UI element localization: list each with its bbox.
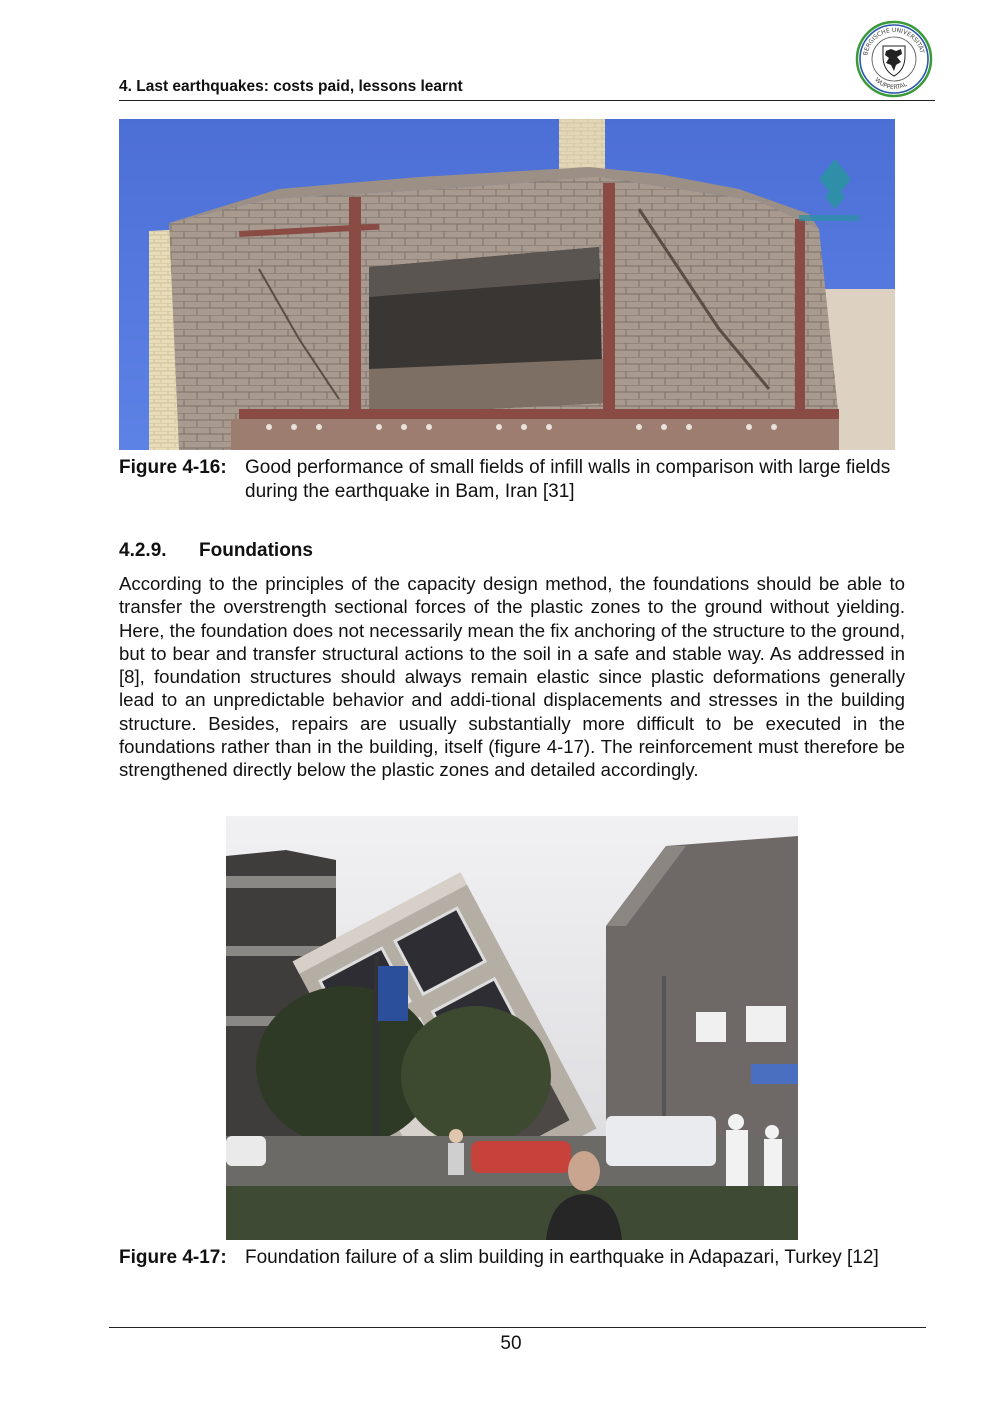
figure-4-16-image xyxy=(119,119,895,450)
figure-4-17-caption xyxy=(119,1246,904,1296)
figure-label: Figure 4-17: xyxy=(119,1247,227,1268)
svg-text:BERGISCHE UNIVERSITÄT: BERGISCHE UNIVERSITÄT xyxy=(862,26,926,57)
figure-4-17-image xyxy=(226,816,798,1240)
header-divider xyxy=(119,100,935,101)
svg-text:WUPPERTAL: WUPPERTAL xyxy=(873,76,909,92)
university-seal-icon xyxy=(855,20,933,98)
footer-divider xyxy=(109,1327,926,1328)
section-heading xyxy=(119,540,313,562)
figure-caption-text: Foundation failure of a slim building in earthquake in Adapazari, Turkey [12] xyxy=(245,1247,879,1268)
figure-caption-text: Good performance of small fields of infill walls in comparison with large fields during the earthquake in Bam, Iran [31] xyxy=(245,457,891,502)
running-header: 4. Last earthquakes: costs paid, lessons learnt xyxy=(119,78,463,95)
section-number: 4.2.9. xyxy=(119,540,167,561)
figure-4-16-caption xyxy=(119,456,904,506)
page-number: 50 xyxy=(500,1333,522,1354)
section-title: Foundations xyxy=(199,540,313,561)
body-paragraph: According to the principles of the capacity design method, the foundations should be able to transfer the overstrength sectional forces of the plastic zones to the ground without yielding. Here, the foundation does not necessarily mean the fix anchoring of the structure to the ground, but to bear and transfer structural actions to the soil in a safe and stable way. As addressed in [8], foundation structures should always remain elastic since plastic deformations generally lead to an unpredictable behavior and addi-tional displacements and stresses in the building structure. Besides, repairs are usually substantially more difficult to be executed in the foundations rather than in the building, itself (figure 4-17). The reinforcement must therefore be strengthened directly below the plastic zones and detailed accordingly. xyxy=(119,573,905,781)
figure-label: Figure 4-16: xyxy=(119,457,227,478)
